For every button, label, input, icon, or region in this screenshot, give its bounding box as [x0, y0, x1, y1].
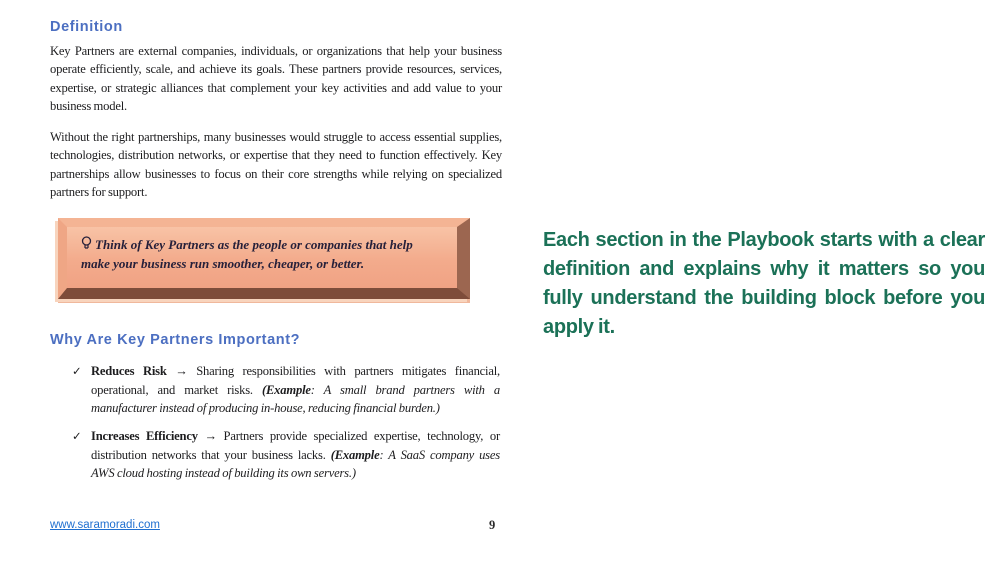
bullet-body: Partners provide specialized expertise, technology, or distribution networks that your business lacks. — [91, 429, 500, 462]
bullet-example: : A SaaS company uses AWS cloud hosting instead of building its own servers.) — [91, 447, 500, 480]
lightbulb-icon — [81, 236, 92, 256]
bullet-example: : A small brand partners with a manufacturer instead of producing in-house, reducing financial burden.) — [91, 382, 500, 415]
bullet-title: Reduces Risk — [91, 364, 167, 379]
footer-website-link[interactable]: www.saramoradi.com — [50, 519, 160, 531]
bullet-item-reduces-risk — [72, 362, 500, 417]
arrow-icon: → — [204, 429, 217, 444]
why-important-heading: Why Are Key Partners Important? — [50, 332, 301, 349]
callout-box — [58, 218, 470, 299]
definition-paragraph-1: Key Partners are external companies, individuals, or organizations that help your business operate efficiently, scale, and achieve its goals. These partners provide resources, services, expertise, or strategic alliances that complement your key activities and add value to your business model. — [50, 44, 502, 113]
check-icon: ✓ — [72, 429, 82, 444]
bullet-body: Sharing responsibilities with partners mitigates financial, operational, and market risks. — [91, 364, 500, 397]
definition-paragraph-2: Without the right partnerships, many businesses would struggle to access essential supplies, technologies, distribution networks, or expertise that they need to function effectively. Key partnerships allow businesses to focus on their core strengths while relying on specialized partners for support. — [50, 130, 502, 200]
callout-text: Think of Key Partners as the people or companies that help make your business run smoother, cheaper, or better. — [81, 237, 413, 271]
bullet-example-lead: (Example — [261, 382, 311, 397]
annotation-text: Each section in the Playbook starts with a clear definition and explains why it matters so you fully understand the building block before you apply it. — [543, 229, 985, 338]
callout-text-wrap — [81, 236, 421, 272]
check-icon: ✓ — [72, 364, 82, 379]
bullet-title: Increases Efficiency — [91, 429, 198, 444]
bullet-item-increases-efficiency — [72, 427, 500, 482]
arrow-icon: → — [175, 364, 188, 379]
doc-page — [50, 19, 502, 492]
bullet-example-lead: (Example — [330, 447, 380, 462]
bullet-list — [50, 362, 500, 482]
page-number: 9 — [489, 518, 496, 532]
definition-heading: Definition — [50, 19, 123, 35]
